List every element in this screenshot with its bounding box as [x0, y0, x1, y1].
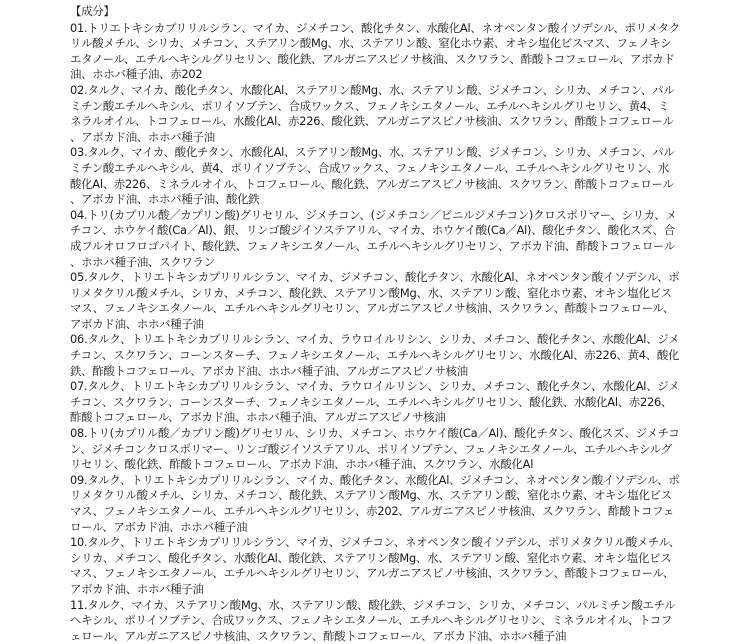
ingredients-document [70, 4, 680, 644]
ingredient-entry-04: 04.トリ(カプリル酸／カプリン酸)グリセリル、ジメチコン、(ジメチコン／ビニルジメチコン)クロスポリマー、シリカ、メチコン、ホウケイ酸(Ca／Al)、銀、リンゴ酸ジイソステアリル、マイカ、ホウケイ酸(Ca／Al)、酸化チタン、酸化スズ、合成フルオロフロゴパイト、酸化鉄、フェノキシエタノール、エチルヘキシルグリセリン、アボカド油、酢酸トコフェロール、ホホバ種子油、スクワラン [70, 207, 677, 269]
ingredients-heading: 【成分】 [70, 4, 115, 18]
ingredient-entry-03: 03.タルク、マイカ、酸化チタン、水酸化Al、ステアリン酸Mg、水、ステアリン酸、ジメチコン、シリカ、メチコン、パルミチン酸エチルヘキシル、黄4、ポリイソブテン、合成ワックス、フェノキシエタノール、エチルヘキシルグリセリン、水酸化Al、赤226、ミネラルオイル、トコフェロール、酸化鉄、アルガニアスピノサ核油、スクワラン、酢酸トコフェロール、アボカド油、ホホバ種子油、酸化鉄 [70, 145, 675, 207]
ingredient-entry-10: 10.タルク、トリエトキシカプリリルシラン、マイカ、ジメチコン、ネオペンタン酸イソデシル、ポリメタクリル酸メチル、シリカ、メチコン、酸化チタン、水酸化Al、酸化鉄、ステアリン酸Mg、水、ステアリン酸、窒化ホウ素、オキシ塩化ビスマス、フェノキシエタノール、エチルヘキシルグリセリン、アルガニアスピノサ核油、スクワラン、酢酸トコフェロール、アボカド油、ホホバ種子油 [70, 535, 680, 596]
ingredient-entry-02: 02.タルク、マイカ、酸化チタン、水酸化Al、ステアリン酸Mg、水、ステアリン酸、ジメチコン、シリカ、メチコン、パルミチン酸エチルヘキシル、ポリイソブテン、合成ワックス、フェノキシエタノール、エチルヘキシルグリセリン、黄4、ミネラルオイル、トコフェロール、水酸化Al、赤226、酸化鉄、アルガニアスピノサ核油、スクワラン、酢酸トコフェロール、アボカド油、ホホバ種子油 [70, 82, 675, 144]
ingredient-entry-11: 11.タルク、マイカ、ステアリン酸Mg、水、ステアリン酸、酸化鉄、ジメチコン、シリカ、メチコン、パルミチン酸エチルヘキシル、ポリイソブテン、合成ワックス、フェノキシエタノール、エチルヘキシルグリセリン、ミネラルオイル、トコフェロール、アルガニアスピノサ核油、スクワラン、酢酸トコフェロール、アボカド油、ホホバ種子油 [70, 597, 676, 643]
ingredient-entry-01: 01.トリエトキシカプリリルシラン、マイカ、ジメチコン、酸化チタン、水酸化Al、ネオペンタン酸イソデシル、ポリメタクリル酸メチル、シリカ、メチコン、ステアリン酸Mg、水、ステアリン酸、窒化ホウ素、オキシ塩化ビスマス、フェノキシエタノール、エチルヘキシルグリセリン、酸化鉄、アルガニアスピノサ核油、スクワラン、酢酸トコフェロール、アボカド油、ホホバ種子油、赤202 [70, 20, 680, 82]
ingredient-entry-07: 07.タルク、トリエトキシカプリリルシラン、マイカ、ラウロイルリシン、シリカ、メチコン、酸化チタン、水酸化Al、ジメチコン、スクワラン、コーンスターチ、フェノキシエタノール、エチルヘキシルグリセリン、酸化鉄、水酸化Al、赤226、酢酸トコフェロール、アボカド油、ホホバ種子油、アルガニアスピノサ核油 [70, 379, 680, 425]
ingredient-entry-09: 09.タルク、トリエトキシカプリリルシラン、マイカ、酸化チタン、水酸化Al、ジメチコン、ネオペンタン酸イソデシル、ポリメタクリル酸メチル、シリカ、メチコン、酸化鉄、ステアリン酸Mg、水、ステアリン酸、窒化ホウ素、オキシ塩化ビスマス、フェノキシエタノール、エチルヘキシルグリセリン、赤202、アルガニアスピノサ核油、スクワラン、酢酸トコフェロール、アボカド油、ホホバ種子油 [70, 472, 680, 534]
ingredient-entry-06: 06.タルク、トリエトキシカプリリルシラン、マイカ、ラウロイルリシン、シリカ、メチコン、酸化チタン、水酸化Al、ジメチコン、スクワラン、コーンスターチ、フェノキシエタノール、エチルヘキシルグリセリン、水酸化Al、赤226、黄4、酸化鉄、酢酸トコフェロール、アボカド油、ホホバ種子油、アルガニアスピノサ核油 [70, 332, 680, 378]
ingredient-entry-05: 05.タルク、トリエトキシカプリリルシラン、マイカ、ジメチコン、酸化チタン、水酸化Al、ネオペンタン酸イソデシル、ポリメタクリル酸メチル、シリカ、メチコン、酸化鉄、ステアリン酸Mg、水、ステアリン酸、窒化ホウ素、オキシ塩化ビスマス、フェノキシエタノール、エチルヘキシルグリセリン、アルガニアスピノサ核油、スクワラン、酢酸トコフェロール、アボカド油、ホホバ種子油 [70, 270, 680, 331]
ingredient-entry-08: 08.トリ(カプリル酸／カプリン酸)グリセリル、シリカ、メチコン、ホウケイ酸(Ca／Al)、酸化チタン、酸化スズ、ジメチコン、ジメチコンクロスポリマー、リンゴ酸ジイソステアリル、ポリイソブテン、フェノキシエタノール、エチルヘキシルグリセリン、酸化鉄、酢酸トコフェロール、アボカド油、ホホバ種子油、スクワラン、水酸化Al [70, 426, 680, 472]
